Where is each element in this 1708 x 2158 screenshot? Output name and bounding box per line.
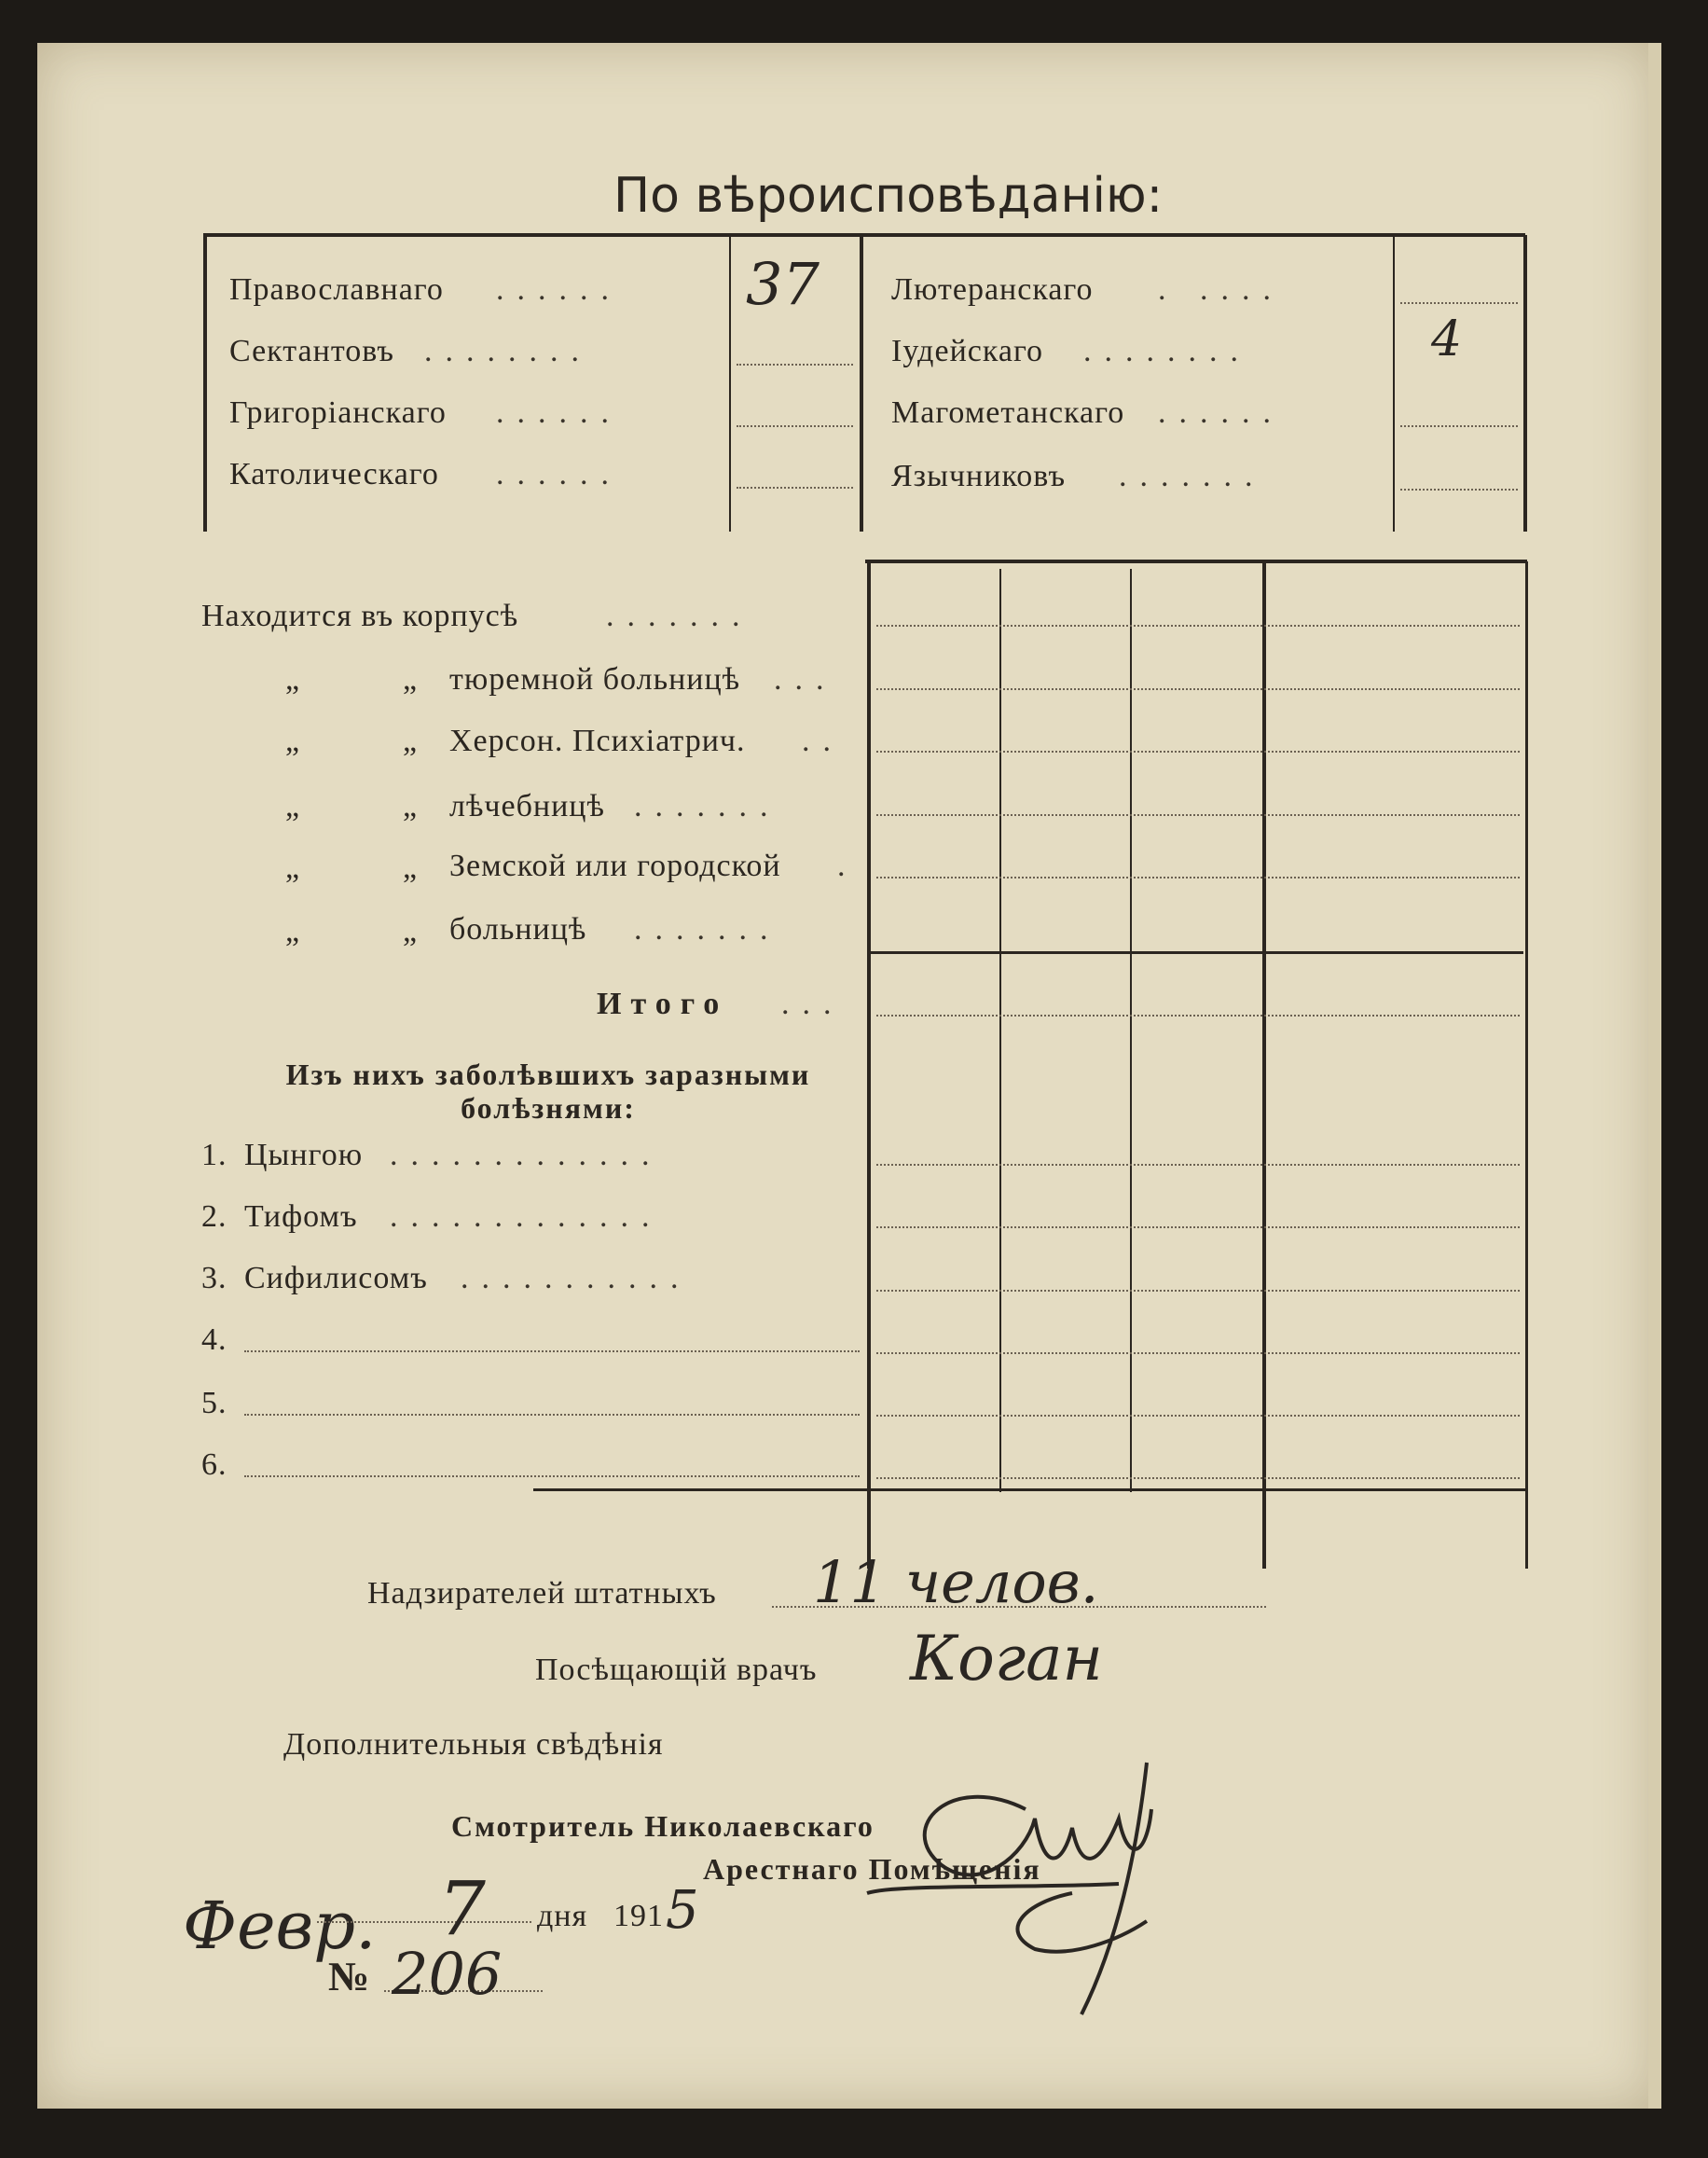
location-label: Херсон. Психіатрич. <box>449 724 746 758</box>
ditto-mark: „ <box>403 789 419 823</box>
ditto-mark: „ <box>285 914 301 948</box>
religion-label: Сектантовъ <box>229 334 395 368</box>
religion-label: Язычниковъ <box>891 459 1067 493</box>
disease-number: 6. <box>201 1447 227 1482</box>
ditto-mark: „ <box>285 789 301 823</box>
sheet-edge <box>1648 43 1661 2109</box>
signatory-line1: Смотритель Николаевскаго <box>451 1809 875 1843</box>
signatory-line2: Арестнаго Помѣщенія <box>703 1852 1041 1886</box>
additional-label: Дополнительныя свѣдѣнія <box>283 1727 664 1762</box>
date-month: Февр. <box>183 1888 377 1964</box>
date-year: 191 <box>613 1899 664 1933</box>
doctor-label: Посѣщающій врачъ <box>535 1653 818 1687</box>
ditto-mark: „ <box>285 724 301 758</box>
ditto-mark: „ <box>403 851 419 885</box>
number-value: 206 <box>392 1940 503 2008</box>
ditto-mark: „ <box>285 662 301 697</box>
disease-number: 4. <box>201 1322 227 1357</box>
date-day: 7 <box>438 1865 486 1952</box>
disease-label: Цынгою <box>244 1138 364 1172</box>
disease-number: 5. <box>201 1386 227 1420</box>
signature-mark <box>839 1753 1268 2024</box>
religion-label: Григоріанскаго <box>229 395 447 430</box>
religion-value-judaic: 4 <box>1431 311 1463 367</box>
religion-label: Іудейскаго <box>891 334 1044 368</box>
ditto-mark: „ <box>403 914 419 948</box>
religion-label: Православнаго <box>229 272 444 307</box>
religion-label: Лютеранскаго <box>891 272 1094 307</box>
disease-label: Тифомъ <box>244 1199 358 1234</box>
disease-number: 3. <box>201 1261 227 1295</box>
ditto-mark: „ <box>285 851 301 885</box>
location-label: Находится въ корпусѣ <box>201 599 519 633</box>
wardens-label: Надзирателей штатныхъ <box>367 1576 717 1611</box>
location-label: лѣчебницѣ <box>449 789 605 823</box>
diseases-heading: Изъ нихъ заболѣвшихъ заразными болѣзнями: <box>285 1058 811 1125</box>
wardens-value: 11 челов. <box>813 1548 1099 1616</box>
number-label: № <box>328 1954 370 1999</box>
page-title: По вѣроисповѣданію: <box>613 168 1164 224</box>
date-day-label: дня <box>537 1899 588 1933</box>
religion-label: Католическаго <box>229 457 439 491</box>
religion-value-orthodox: 37 <box>746 250 820 318</box>
disease-number: 1. <box>201 1138 227 1172</box>
location-label: больницѣ <box>449 912 587 947</box>
date-year-digit: 5 <box>666 1880 699 1941</box>
total-label: Итого <box>597 987 729 1021</box>
doctor-value: Коган <box>910 1623 1103 1695</box>
location-label: тюремной больницѣ <box>449 662 741 697</box>
ditto-mark: „ <box>403 662 419 697</box>
ditto-mark: „ <box>403 724 419 758</box>
disease-number: 2. <box>201 1199 227 1234</box>
religion-label: Магометанскаго <box>891 395 1125 430</box>
disease-label: Сифилисомъ <box>244 1261 428 1295</box>
location-label: Земской или городской <box>449 849 781 883</box>
